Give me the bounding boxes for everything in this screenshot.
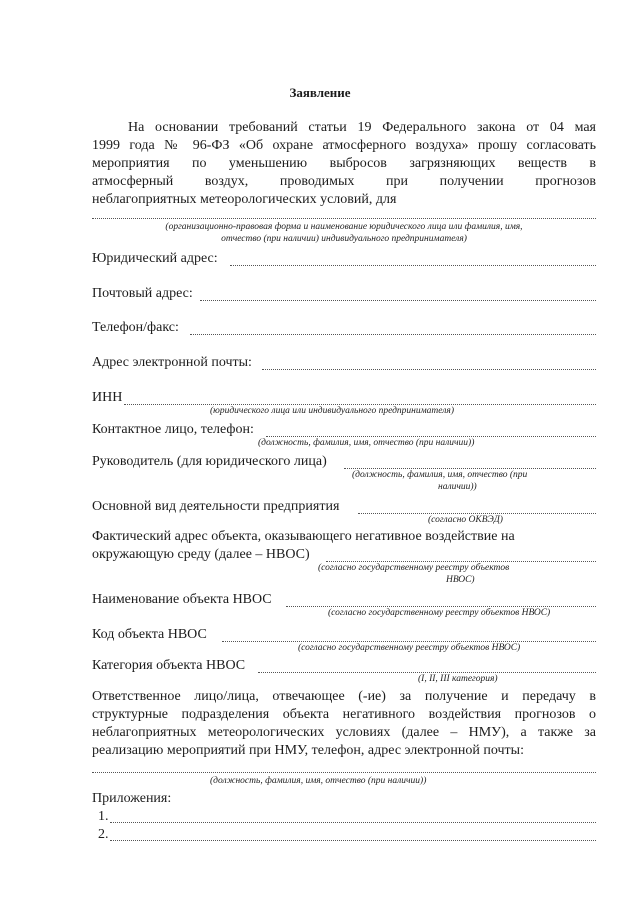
attachment-1-label: 1.: [98, 809, 109, 824]
email-field[interactable]: [262, 369, 596, 370]
inn-hint: (юридического лица или индивидуального предпринимателя): [210, 406, 454, 416]
actual-address-line-1: Фактический адрес объекта, оказывающего негативное воздействие на: [92, 529, 515, 544]
responsible-line-1: Ответственное лицо/лица, отвечающее (-ие) за получение и передачу в: [92, 689, 596, 704]
object-category-label: Категория объекта НВОС: [92, 658, 246, 673]
inn-label: ИНН: [92, 390, 123, 405]
contact-label: Контактное лицо, телефон:: [92, 422, 254, 437]
responsible-line-4: реализацию мероприятий при НМУ, телефон, адрес электронной почты:: [92, 743, 524, 758]
responsible-line-3: неблагоприятных метеорологических условиях (далее – НМУ), а также за: [92, 725, 596, 740]
object-name-label: Наименование объекта НВОС: [92, 592, 272, 607]
postal-address-label: Почтовый адрес:: [92, 286, 193, 301]
object-name-field[interactable]: [286, 606, 596, 607]
intro-line-3: мероприятия по уменьшению выбросов загрязняющих веществ в: [92, 156, 596, 171]
intro-line-4: атмосферный воздух, проводимых при получении прогнозов: [92, 174, 596, 189]
activity-hint: (согласно ОКВЭД): [428, 515, 503, 525]
legal-address-field[interactable]: [230, 265, 596, 266]
object-code-field[interactable]: [222, 641, 596, 642]
postal-address-field[interactable]: [200, 300, 596, 301]
object-category-field[interactable]: [258, 672, 596, 673]
org-name-hint-2: отчество (при наличии) индивидуального предпринимателя): [221, 234, 467, 244]
intro-line-2: 1999 года № 96-ФЗ «Об охране атмосферного воздуха» прошу согласовать: [92, 138, 596, 153]
head-label: Руководитель (для юридического лица): [92, 454, 327, 469]
attachment-2-field[interactable]: [110, 840, 596, 841]
email-label: Адрес электронной почты:: [92, 355, 252, 370]
activity-field[interactable]: [358, 513, 596, 514]
head-hint-1: (должность, фамилия, имя, отчество (при: [352, 470, 528, 480]
org-name-hint-1: (организационно-правовая форма и наименование юридического лица или фамилия, имя,: [165, 222, 523, 232]
org-name-field[interactable]: [92, 218, 596, 219]
head-field[interactable]: [344, 468, 596, 469]
actual-address-field[interactable]: [326, 561, 596, 562]
actual-address-hint-1: (согласно государственному реестру объектов: [318, 563, 510, 573]
form-title: Заявление: [289, 85, 351, 100]
intro-line-1: На основании требований статьи 19 Федерального закона от 04 мая: [128, 120, 596, 135]
intro-line-5: неблагоприятных метеорологических условий, для: [92, 192, 397, 207]
responsible-line-2: структурные подразделения объекта негативного воздействия прогнозов о: [92, 707, 596, 722]
head-hint-2: наличии)): [438, 482, 477, 492]
inn-field[interactable]: [124, 404, 596, 405]
phone-fax-field[interactable]: [190, 334, 596, 335]
phone-fax-label: Телефон/факс:: [92, 320, 179, 335]
contact-field[interactable]: [266, 436, 596, 437]
legal-address-label: Юридический адрес:: [92, 251, 218, 266]
object-name-hint: (согласно государственному реестру объектов НВОС): [328, 608, 551, 618]
actual-address-hint-2: НВОС): [446, 575, 475, 585]
object-code-label: Код объекта НВОС: [92, 627, 207, 642]
attachment-2-label: 2.: [98, 827, 109, 842]
object-code-hint: (согласно государственному реестру объектов НВОС): [298, 643, 521, 653]
responsible-field[interactable]: [92, 772, 596, 773]
attachments-label: Приложения:: [92, 791, 172, 806]
object-category-hint: (I, II, III категория): [418, 674, 498, 684]
attachment-1-field[interactable]: [110, 822, 596, 823]
actual-address-line-2: окружающую среду (далее – НВОС): [92, 547, 310, 562]
contact-hint: (должность, фамилия, имя, отчество (при наличии)): [258, 438, 475, 448]
activity-label: Основной вид деятельности предприятия: [92, 499, 340, 514]
responsible-hint: (должность, фамилия, имя, отчество (при наличии)): [210, 776, 427, 786]
